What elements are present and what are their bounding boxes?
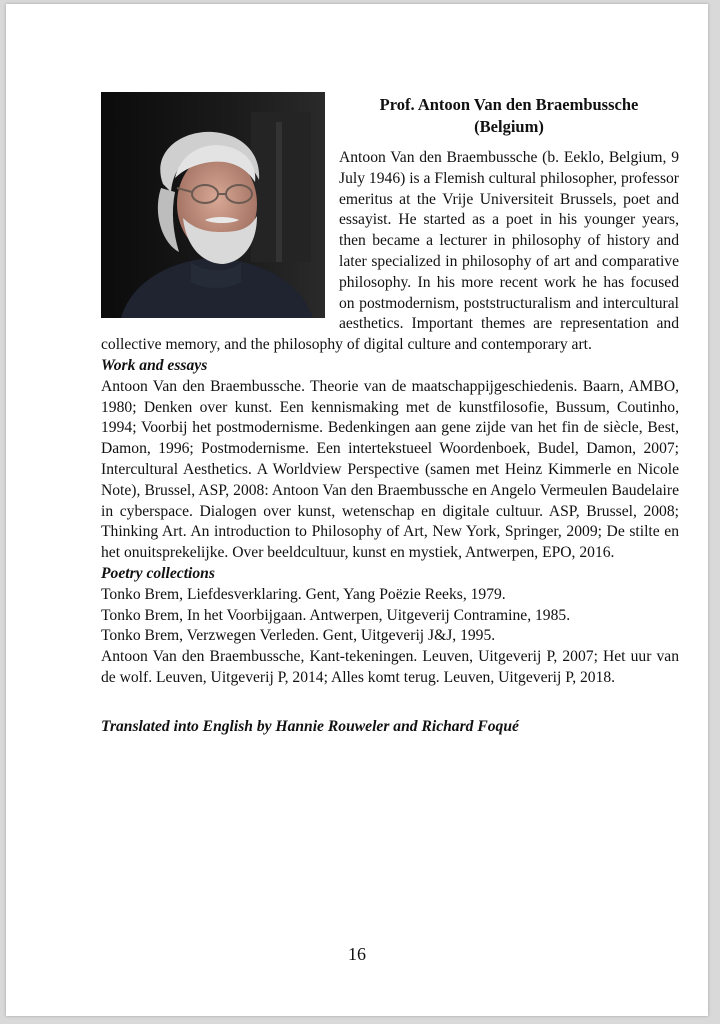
translation-credit: Translated into English by Hannie Rouweler and Richard Foqué <box>101 717 519 735</box>
bio-paragraph: Antoon Van den Braembussche (b. Eeklo, Belgium, 9 July 1946) is a Flemish cultural philosopher, professor emeritus at the Vrije Universiteit Brussels, poet and essayist. He started as a poet in his younger years, then became a lecturer in philosophy of history and later specialized in philosophy of art and comparative philosophy. In his more recent work he has focused on postmodernism, poststructuralism and intercultural aesthetics. Important themes are representation and collective memory, and the philosophy of digital culture and contemporary art. <box>101 149 679 354</box>
document-page <box>6 4 708 1016</box>
works-paragraph: Antoon Van den Braembussche. Theorie van de maatschappijgeschiedenis. Baarn, AMBO, 1980; Denken over kunst. Een kennismaking met de kunstfilosofie, Bussum, Coutinho, 1994; Voorbij het postmodernisme. Bedenkingen aan gene zijde van het fin de siècle, Best, Damon, 1996; Postmodernisme. Een intertekstueel Woordenboek, Budel, Damon, 2007; Intercultural Aesthetics. A Worldview Perspective (samen met Heinz Kimmerle en Nicole Note), Brussel, ASP, 2008: Antoon Van den Braembussche en Angelo Vermeulen Baudelaire in cyberspace. Dialogen over kunst, wetenschap en digitale cultuur. ASP, Brussel, 2008; Thinking Art. An introduction to Philosophy of Art, New York, Springer, 2009; De stilte en het onuitsprekelijke. Over beeldcultuur, kunst en mystiek, Antwerpen, EPO, 2016. <box>101 377 679 562</box>
page-content <box>101 88 679 753</box>
poetry-item: Antoon Van den Braembussche, Kant-tekeningen. Leuven, Uitgeverij P, 2007; Het uur van de wolf. Leuven, Uitgeverij P, 2014; Alles komt terug. Leuven, Uitgeverij P, 2018. <box>101 648 679 686</box>
poetry-item: Tonko Brem, Liefdesverklaring. Gent, Yang Poëzie Reeks, 1979. <box>101 585 506 603</box>
poetry-item: Tonko Brem, In het Voorbijgaan. Antwerpen, Uitgeverij Contramine, 1985. <box>101 606 571 624</box>
portrait-photo <box>101 92 325 318</box>
page-number: 16 <box>348 944 366 964</box>
author-country: (Belgium) <box>474 117 544 136</box>
works-heading: Work and essays <box>101 356 208 374</box>
portrait-icon <box>101 92 325 318</box>
poetry-item: Tonko Brem, Verzwegen Verleden. Gent, Uitgeverij J&J, 1995. <box>101 627 496 645</box>
poetry-heading: Poetry collections <box>101 564 215 582</box>
author-title: Prof. Antoon Van den Braembussche <box>379 95 639 114</box>
